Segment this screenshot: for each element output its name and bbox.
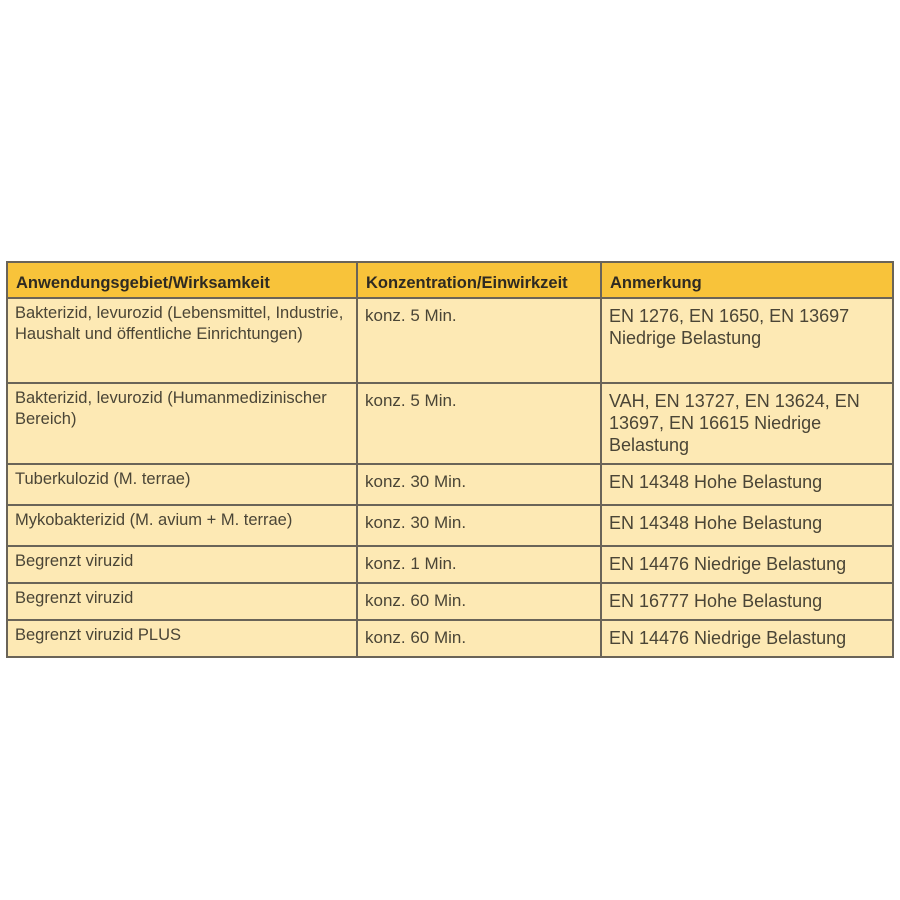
cell-area: Mykobakterizid (M. avium + M. terrae) <box>7 505 357 546</box>
table-row <box>7 383 893 464</box>
cell-note: EN 14348 Hohe Belastung <box>601 505 893 546</box>
cell-concentration: konz. 5 Min. <box>357 383 601 464</box>
cell-note: EN 14476 Niedrige Belastung <box>601 546 893 583</box>
cell-concentration: konz. 60 Min. <box>357 620 601 657</box>
table-row <box>7 546 893 583</box>
cell-note: EN 14348 Hohe Belastung <box>601 464 893 505</box>
efficacy-table-container <box>6 261 892 658</box>
table-row <box>7 583 893 620</box>
column-header-concentration: Konzentration/Einwirkzeit <box>357 262 601 298</box>
table-row <box>7 464 893 505</box>
cell-note: EN 1276, EN 1650, EN 13697 Niedrige Belastung <box>601 298 893 383</box>
cell-note: VAH, EN 13727, EN 13624, EN 13697, EN 16615 Niedrige Belastung <box>601 383 893 464</box>
cell-note: EN 14476 Niedrige Belastung <box>601 620 893 657</box>
cell-area: Begrenzt viruzid <box>7 583 357 620</box>
cell-area: Begrenzt viruzid <box>7 546 357 583</box>
cell-concentration: konz. 1 Min. <box>357 546 601 583</box>
column-header-area: Anwendungsgebiet/Wirksamkeit <box>7 262 357 298</box>
cell-concentration: konz. 5 Min. <box>357 298 601 383</box>
table-header-row <box>7 262 893 298</box>
cell-concentration: konz. 30 Min. <box>357 464 601 505</box>
table-row <box>7 505 893 546</box>
table-row <box>7 620 893 657</box>
cell-concentration: konz. 30 Min. <box>357 505 601 546</box>
cell-note: EN 16777 Hohe Belastung <box>601 583 893 620</box>
cell-area: Bakterizid, levurozid (Lebensmittel, Industrie, Haushalt und öffentliche Einrichtungen) <box>7 298 357 383</box>
cell-area: Tuberkulozid (M. terrae) <box>7 464 357 505</box>
cell-area: Bakterizid, levurozid (Humanmedizinischer Bereich) <box>7 383 357 464</box>
table-row <box>7 298 893 383</box>
cell-concentration: konz. 60 Min. <box>357 583 601 620</box>
column-header-note: Anmerkung <box>601 262 893 298</box>
efficacy-table <box>6 261 894 658</box>
cell-area: Begrenzt viruzid PLUS <box>7 620 357 657</box>
